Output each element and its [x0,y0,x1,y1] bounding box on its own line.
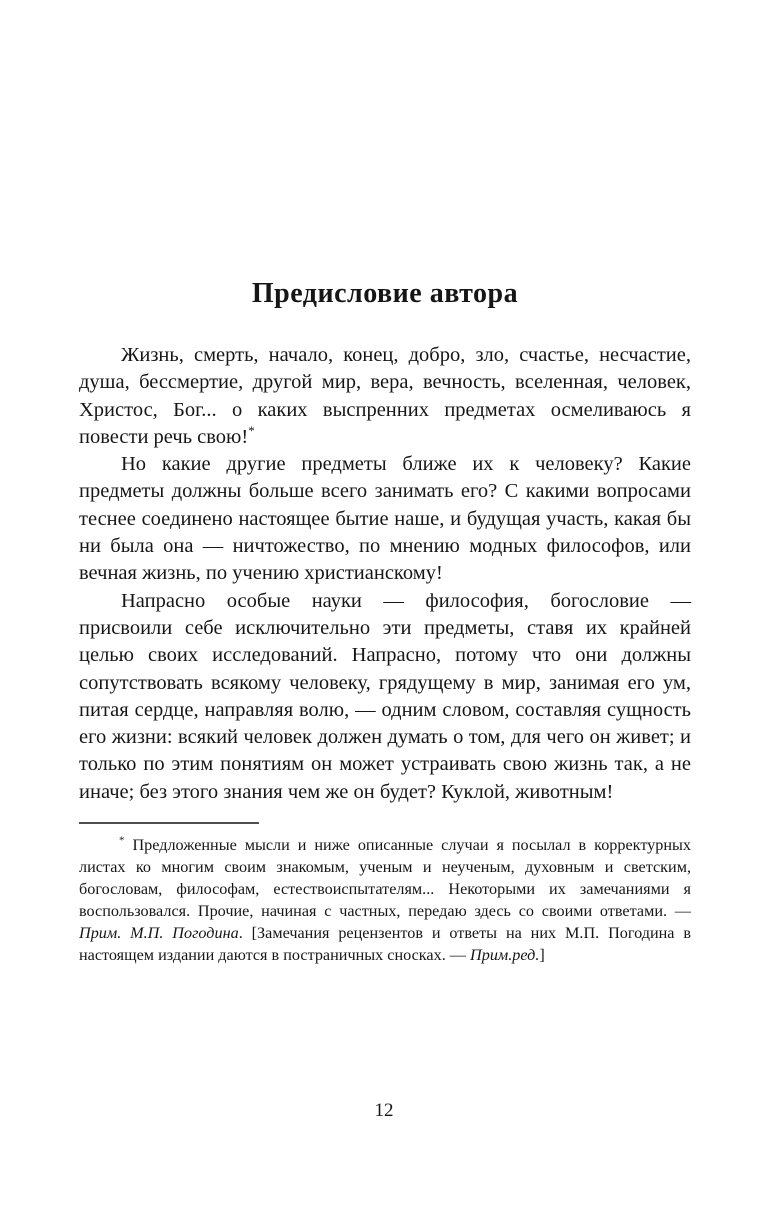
paragraph [79,451,691,587]
paragraph [79,588,691,806]
page-content [79,0,691,966]
paragraph-text: Но какие другие предметы ближе их к человеку? Какие предметы должны больше всего занимать его? С какими вопросами теснее соединено настоящее бытие наше, и будущая участь, какая бы ни была она — ничтожество, по мнению модных философов, или вечная жизнь, по учению христианскому! [79,453,691,585]
page-number: 12 [374,1100,394,1121]
footnote-text [79,834,691,966]
paragraph-text: Напрасно особые науки — философия, богословие — присвоили себе исключительно эти предметы, ставя их крайней целью своих исследований. Напрасно, потому что они должны сопутствовать всякому человеку, грядущему в мир, занимая его ум, питая сердце, направляя волю, — одним словом, составляя сущность его жизни: всякий человек должен думать о том, для чего он живет; и только по этим понятиям он может устраивать свою жизнь так, а не иначе; без этого знания чем же он будет? Куклой, животным! [79,589,691,803]
paragraph [79,342,691,451]
paragraph-text: Жизнь, смерть, начало, конец, добро, зло, счастье, несчастие, душа, бессмертие, другой мир, вера, вечность, вселенная, человек, Христос, Бог... о каких выспренних предметах осмеливаюсь я повести речь свою! [79,344,691,448]
footnote-segment: . [Замечания рецензентов и ответы на них М.П. Погодина в настоящем издании даются в постраничных сносках. — [79,924,691,965]
footnote-segment: ] [539,946,545,965]
footnote [79,834,691,966]
footnote-marker: * [119,834,125,847]
footnote-editor-note: Прим.ред. [470,946,540,965]
footnote-segment: Предложенные мысли и ниже описанные случаи я посылал в корректурных листах ко многим своим знакомым, ученым и неученым, духовным и светским, богословам, философам, естествоиспытателям... Некоторыми их замечаниями я воспользовался. Прочие, начиная с частных, передаю здесь со своими ответами. — [79,836,692,921]
footnote-reference: * [248,423,255,439]
body-text [79,342,691,806]
footnote-separator [79,822,259,824]
footnote-attribution: Прим. М.П. Погодина [79,924,239,943]
page-title: Предисловие автора [251,278,519,309]
